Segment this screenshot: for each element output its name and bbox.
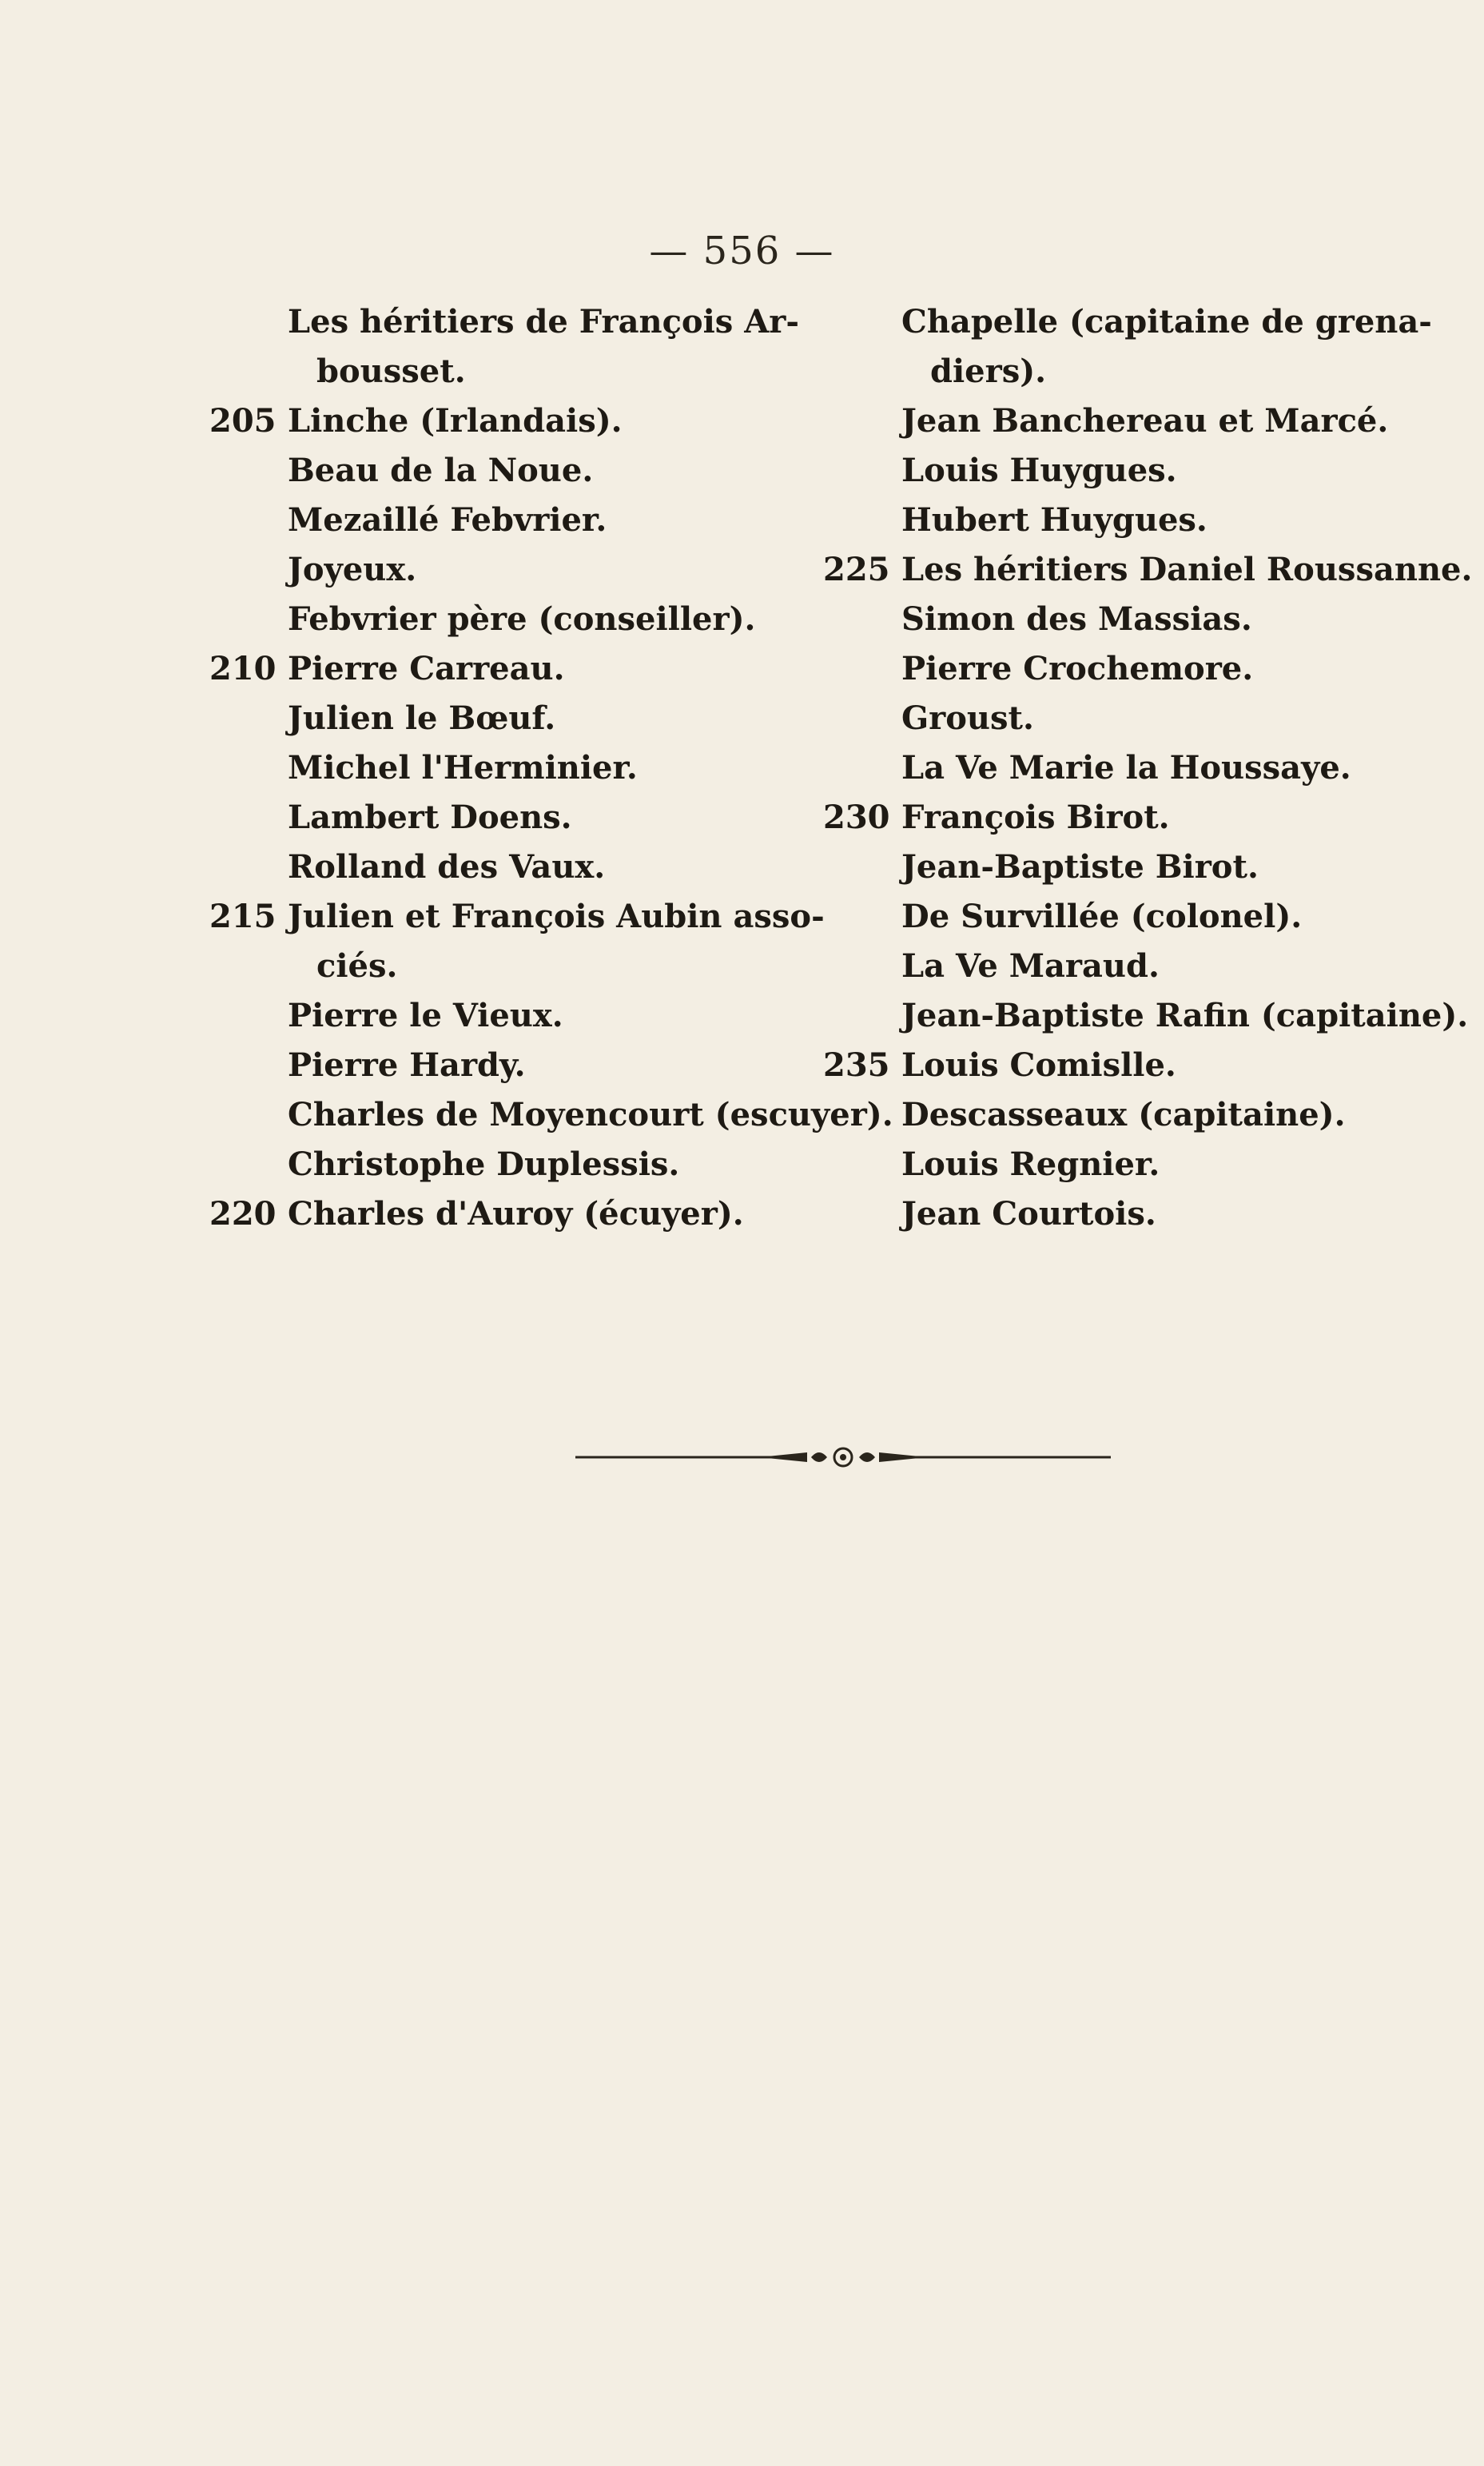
list-entry	[209, 496, 817, 545]
entry-text: Beau de la Noue.	[288, 452, 594, 489]
entry-text: La Ve Maraud.	[901, 947, 1160, 985]
entry-text: Louis Huygues.	[901, 452, 1177, 489]
entry-text: Febvrier père (conseiller).	[288, 600, 756, 638]
entry-text: La Ve Marie la Houssaye.	[901, 749, 1351, 787]
entry-number: 220	[209, 1195, 277, 1233]
entry-text: Les héritiers de François Ar-	[288, 303, 799, 341]
list-entry	[823, 793, 1430, 843]
entry-text: Simon des Massias.	[901, 600, 1252, 638]
entry-text: Linche (Irlandais).	[288, 402, 623, 440]
entry-number: 215	[209, 898, 277, 935]
list-entry	[823, 1140, 1430, 1189]
list-entry	[823, 743, 1430, 793]
list-entry	[209, 1140, 817, 1189]
list-entry	[209, 644, 817, 694]
list-entry	[823, 396, 1430, 446]
entry-text: Jean Courtois.	[901, 1195, 1156, 1233]
entry-text: Pierre Carreau.	[288, 650, 565, 687]
entry-text: Hubert Huygues.	[901, 501, 1207, 539]
entry-continuation: diers).	[930, 353, 1047, 390]
list-entry	[209, 545, 817, 595]
entry-text: Jean Banchereau et Marcé.	[901, 402, 1389, 440]
right-column	[823, 297, 1473, 1239]
entry-text: Michel l'Herminier.	[288, 749, 638, 787]
entry-text: Pierre le Vieux.	[288, 997, 563, 1034]
list-entry	[209, 446, 817, 496]
entry-text: Mezaillé Febvrier.	[288, 501, 607, 539]
entry-text: Pierre Hardy.	[288, 1046, 526, 1084]
entry-continuation: ciés.	[316, 947, 398, 985]
list-entry	[823, 1090, 1430, 1140]
entry-text: De Survillée (colonel).	[901, 898, 1303, 935]
entry-text: Louis Regnier.	[901, 1145, 1160, 1183]
list-entry	[209, 743, 817, 793]
list-entry	[209, 694, 817, 743]
entry-text: Julien le Bœuf.	[288, 699, 556, 737]
entry-text: François Birot.	[901, 799, 1170, 836]
list-entry	[209, 991, 817, 1041]
list-entry	[823, 694, 1430, 743]
entry-text: Rolland des Vaux.	[288, 848, 606, 886]
entry-text: Joyeux.	[288, 551, 417, 588]
list-entry	[823, 1041, 1430, 1090]
entry-text: Les héritiers Daniel Roussanne.	[901, 551, 1473, 588]
list-entry	[209, 1189, 817, 1239]
entry-text: Pierre Crochemore.	[901, 650, 1254, 687]
list-entry	[823, 446, 1430, 496]
entry-number: 210	[209, 650, 277, 687]
entry-text: Jean-Baptiste Rafin (capitaine).	[901, 997, 1469, 1034]
entry-text: Charles d'Auroy (écuyer).	[288, 1195, 744, 1233]
list-entry	[823, 843, 1430, 892]
entry-text: Descasseaux (capitaine).	[901, 1096, 1346, 1133]
list-entry	[823, 942, 1430, 991]
list-entry	[823, 545, 1473, 595]
entry-text: Chapelle (capitaine de grena-	[901, 303, 1432, 341]
entry-text: Groust.	[901, 699, 1034, 737]
entry-number: 235	[823, 1046, 890, 1084]
list-entry	[823, 297, 1430, 396]
entry-number: 205	[209, 402, 277, 440]
list-entry	[209, 595, 817, 644]
list-entry	[823, 595, 1430, 644]
entry-text: Louis Comislle.	[901, 1046, 1176, 1084]
list-entry	[823, 1189, 1430, 1239]
entry-text: Charles de Moyencourt (escuyer).	[288, 1096, 893, 1133]
entry-continuation: bousset.	[316, 353, 466, 390]
page-number: — 556 —	[649, 229, 835, 273]
list-entry	[209, 1041, 817, 1090]
list-entry	[209, 793, 817, 843]
list-entry	[823, 644, 1430, 694]
list-entry	[209, 843, 817, 892]
decorative-separator	[575, 1445, 1111, 1469]
entry-text: Julien et François Aubin asso-	[288, 898, 825, 935]
list-entry	[209, 297, 817, 396]
list-entry	[823, 496, 1430, 545]
list-entry	[209, 1090, 893, 1140]
entry-text: Jean-Baptiste Birot.	[901, 848, 1259, 886]
entry-text: Christophe Duplessis.	[288, 1145, 680, 1183]
list-entry	[209, 892, 825, 991]
list-entry	[823, 892, 1430, 942]
entry-text: Lambert Doens.	[288, 799, 572, 836]
entry-number: 225	[823, 551, 890, 588]
list-entry	[209, 396, 817, 446]
list-entry	[823, 991, 1469, 1041]
entry-number: 230	[823, 799, 890, 836]
